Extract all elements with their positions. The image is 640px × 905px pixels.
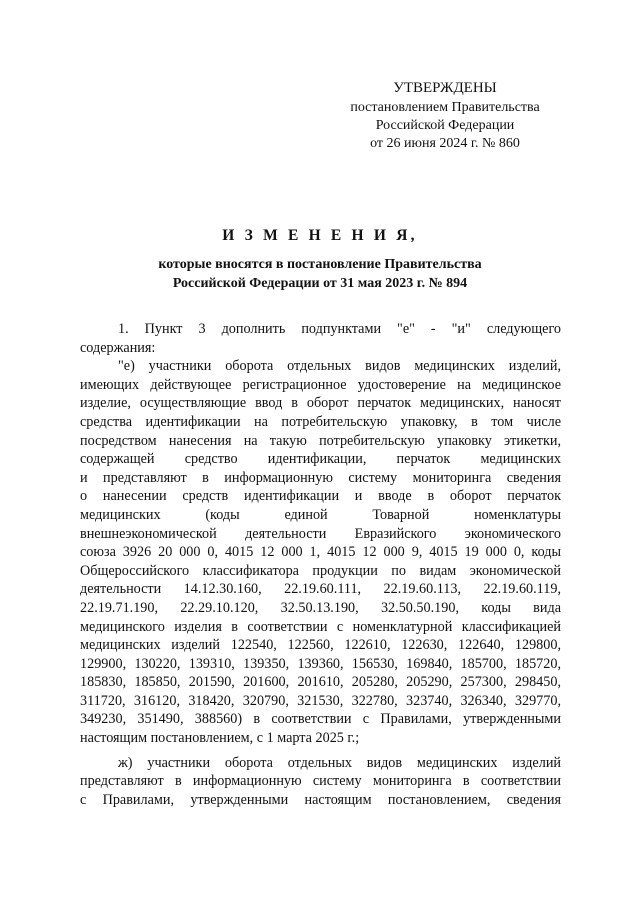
text-line: настоящим постановлением, с 1 марта 2025 г.; bbox=[80, 730, 360, 747]
text-line: медицинского изделия в соответствии с номенклатурной классификацией bbox=[80, 618, 561, 635]
text-line: медицинских изделий 122540, 122560, 122610, 122630, 122640, 129800, bbox=[80, 637, 561, 654]
document-body bbox=[80, 320, 561, 809]
text-line: имеющих действующее регистрационное удостоверение на медицинское bbox=[80, 376, 561, 393]
text-line: Общероссийского классификатора продукции по видам экономической bbox=[80, 562, 561, 579]
text-line: посредством нанесения на такую потребительскую упаковку этикетки, bbox=[80, 432, 561, 449]
text-line: деятельности 14.12.30.160, 22.19.60.111, 22.19.60.113, 22.19.60.119, bbox=[80, 581, 561, 598]
text-line: 185830, 185850, 201590, 201600, 201610, 205280, 205290, 257300, 298450, bbox=[80, 674, 561, 691]
text-line: 1. Пункт 3 дополнить подпунктами "е" - "и" следующего bbox=[118, 321, 561, 337]
text-line: союза 3926 20 000 0, 4015 12 000 1, 4015 12 000 9, 4015 19 000 0, коды bbox=[80, 544, 561, 561]
text-line: о нанесении средств идентификации и вводе в оборот перчаток bbox=[80, 488, 561, 505]
text-line: изделие, осуществляющие ввод в оборот перчаток медицинских, наносят bbox=[80, 395, 561, 412]
approval-title: УТВЕРЖДЕНЫ bbox=[393, 80, 497, 96]
approval-line: от 26 июня 2024 г. № 860 bbox=[370, 136, 520, 151]
approval-line: постановлением Правительства bbox=[350, 100, 540, 115]
text-line: средства идентификации на потребительскую упаковку, в том числе bbox=[80, 413, 561, 430]
text-line: медицинских (коды единой Товарной номенклатуры bbox=[80, 506, 561, 523]
document-subtitle-line: Российской Федерации от 31 мая 2023 г. № 894 bbox=[172, 275, 468, 291]
text-line: ж) участники оборота отдельных видов медицинских изделий bbox=[118, 754, 561, 771]
document-heading bbox=[80, 226, 560, 293]
text-line: 22.19.71.190, 22.29.10.120, 32.50.13.190, 32.50.50.190, коды вида bbox=[80, 599, 561, 616]
text-line: "е) участники оборота отдельных видов медицинских изделий, bbox=[118, 358, 561, 375]
text-line: 129900, 130220, 139310, 139350, 139360, 156530, 169840, 185700, 185720, bbox=[80, 655, 561, 672]
text-line: содержащей средство идентификации, перчаток медицинских bbox=[80, 451, 561, 468]
text-line: 311720, 316120, 318420, 320790, 321530, 322780, 323740, 326340, 329770, bbox=[80, 692, 561, 709]
text-line: содержания: bbox=[80, 339, 156, 356]
text-line: внешнеэкономической деятельности Евразийского экономического bbox=[80, 525, 561, 542]
document-title: И З М Е Н Е Н И Я, bbox=[222, 227, 418, 244]
document-subtitle-line: которые вносятся в постановление Правительства bbox=[158, 257, 482, 272]
text-line: представляют в информационную систему мониторинга в соответствии bbox=[80, 773, 561, 790]
approval-stamp bbox=[330, 78, 560, 153]
text-line: с Правилами, утвержденными настоящим постановлением, сведения bbox=[80, 791, 561, 808]
approval-line: Российской Федерации bbox=[375, 118, 515, 133]
text-line: и представляют в информационную систему мониторинга сведения bbox=[80, 469, 561, 486]
text-line: 349230, 351490, 388560) в соответствии с Правилами, утвержденными bbox=[80, 711, 561, 728]
